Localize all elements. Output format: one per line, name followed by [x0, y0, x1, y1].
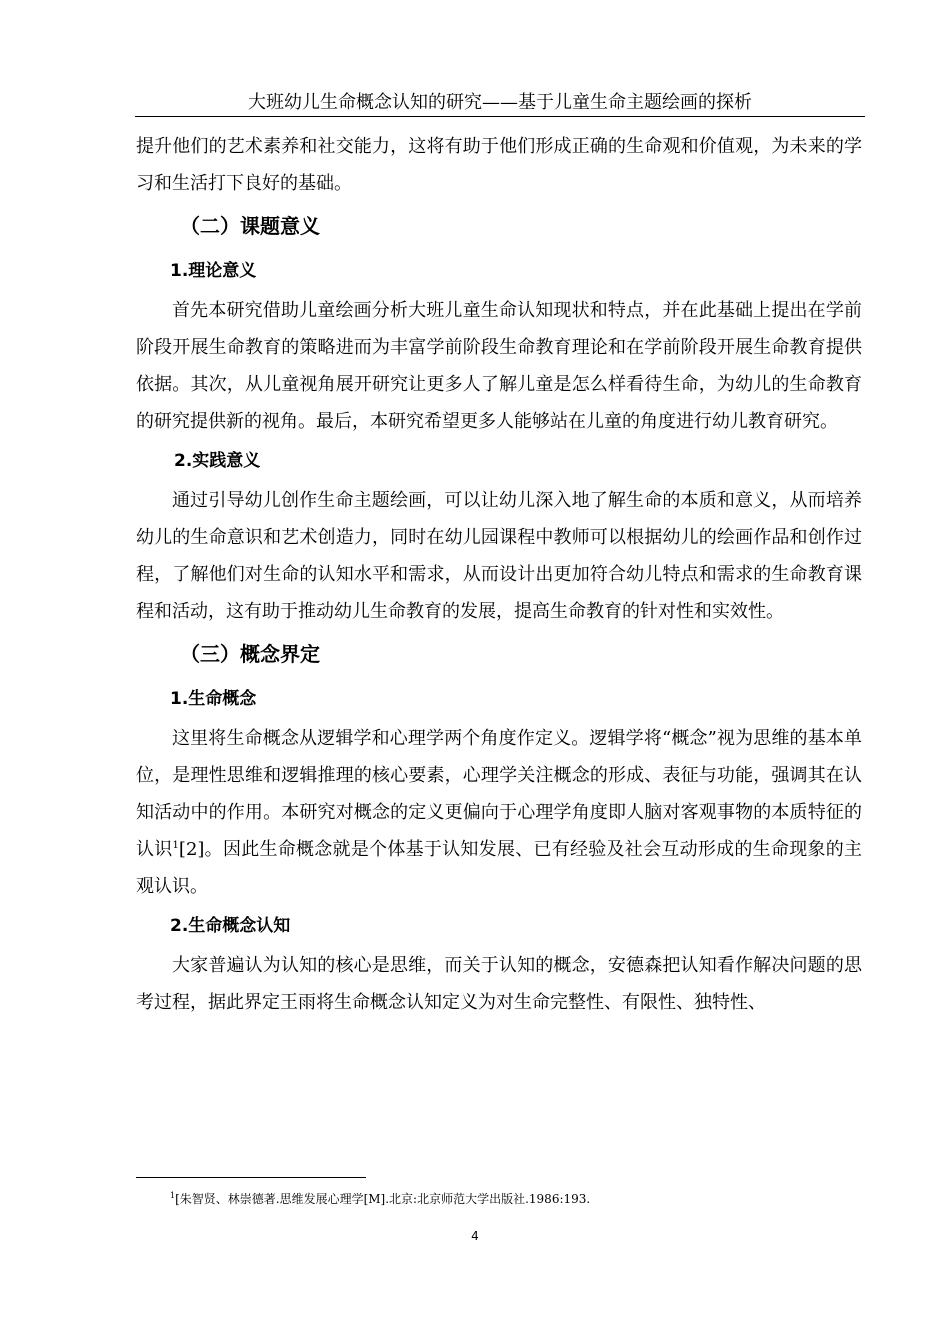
footnote-text: [朱智贤、林崇德著.思维发展心理学[M].北京:北京师范大学出版社.1986:193. — [175, 1192, 591, 1206]
section-heading-significance: （二）课题意义 — [180, 214, 320, 238]
section-heading-definitions: （三）概念界定 — [180, 642, 320, 666]
footnote-mark: 1 — [170, 1191, 176, 1200]
paragraph-theoretical: 首先本研究借助儿童绘画分析大班儿童生命认知现状和特点，并在此基础上提出在学前阶段开展生命教育的策略进而为丰富学前阶段生命教育理论和在学前阶段开展生命教育提供依据。其次，从儿童视角展开研究让更多人了解儿童是怎么样看待生命，为幼儿的生命教育的研究提供新的视角。最后，本研究希望更多人能够站在儿童的角度进行幼儿教育研究。 — [136, 300, 862, 432]
footnote-reference[interactable]: 1 — [172, 840, 179, 851]
subheading-life-concept-cognition: 2.生命概念认知 — [170, 916, 291, 936]
header-rule — [135, 116, 865, 117]
body-text — [136, 128, 862, 1021]
paragraph-life-concept-part1: 这里将生命概念从逻辑学和心理学两个角度作定义。逻辑学将“概念”视为思维的基本单位，是理性思维和逻辑推理的核心要素，心理学关注概念的形成、表征与功能，强调其在认知活动中的作用。本研究对概念的定义更偏向于心理学角度即人脑对客观事物的本质特征的认识 — [136, 728, 862, 860]
paragraph-life-concept-cognition: 大家普遍认为认知的核心是思维，而关于认知的概念，安德森把认知看作解决问题的思考过程，据此界定王雨将生命概念认知定义为对生命完整性、有限性、独特性、 — [136, 955, 862, 1013]
continuation-paragraph: 提升他们的艺术素养和社交能力，这将有助于他们形成正确的生命观和价值观，为未来的学习和生活打下良好的基础。 — [136, 136, 862, 194]
footnote — [170, 1191, 590, 1207]
running-header: 大班幼儿生命概念认知的研究——基于儿童生命主题绘画的探析 — [248, 92, 752, 113]
paragraph-life-concept — [136, 720, 862, 905]
paragraph-life-concept-part2: [2]。因此生命概念就是个体基于认知发展、已有经验及社会互动形成的生命现象的主观认识。 — [136, 839, 863, 897]
paragraph-practical: 通过引导幼儿创作生命主题绘画，可以让幼儿深入地了解生命的本质和意义，从而培养幼儿的生命意识和艺术创造力，同时在幼儿园课程中教师可以根据幼儿的绘画作品和创作过程，了解他们对生命的认知水平和需求，从而设计出更加符合幼儿特点和需求的生命教育课程和活动，这有助于推动幼儿生命教育的发展，提高生命教育的针对性和实效性。 — [136, 490, 862, 622]
page-number: 4 — [471, 1229, 479, 1243]
subheading-life-concept: 1.生命概念 — [170, 689, 257, 709]
subheading-practical: 2.实践意义 — [174, 451, 261, 471]
footnote-rule — [136, 1177, 366, 1178]
subheading-theoretical: 1.理论意义 — [170, 261, 257, 281]
